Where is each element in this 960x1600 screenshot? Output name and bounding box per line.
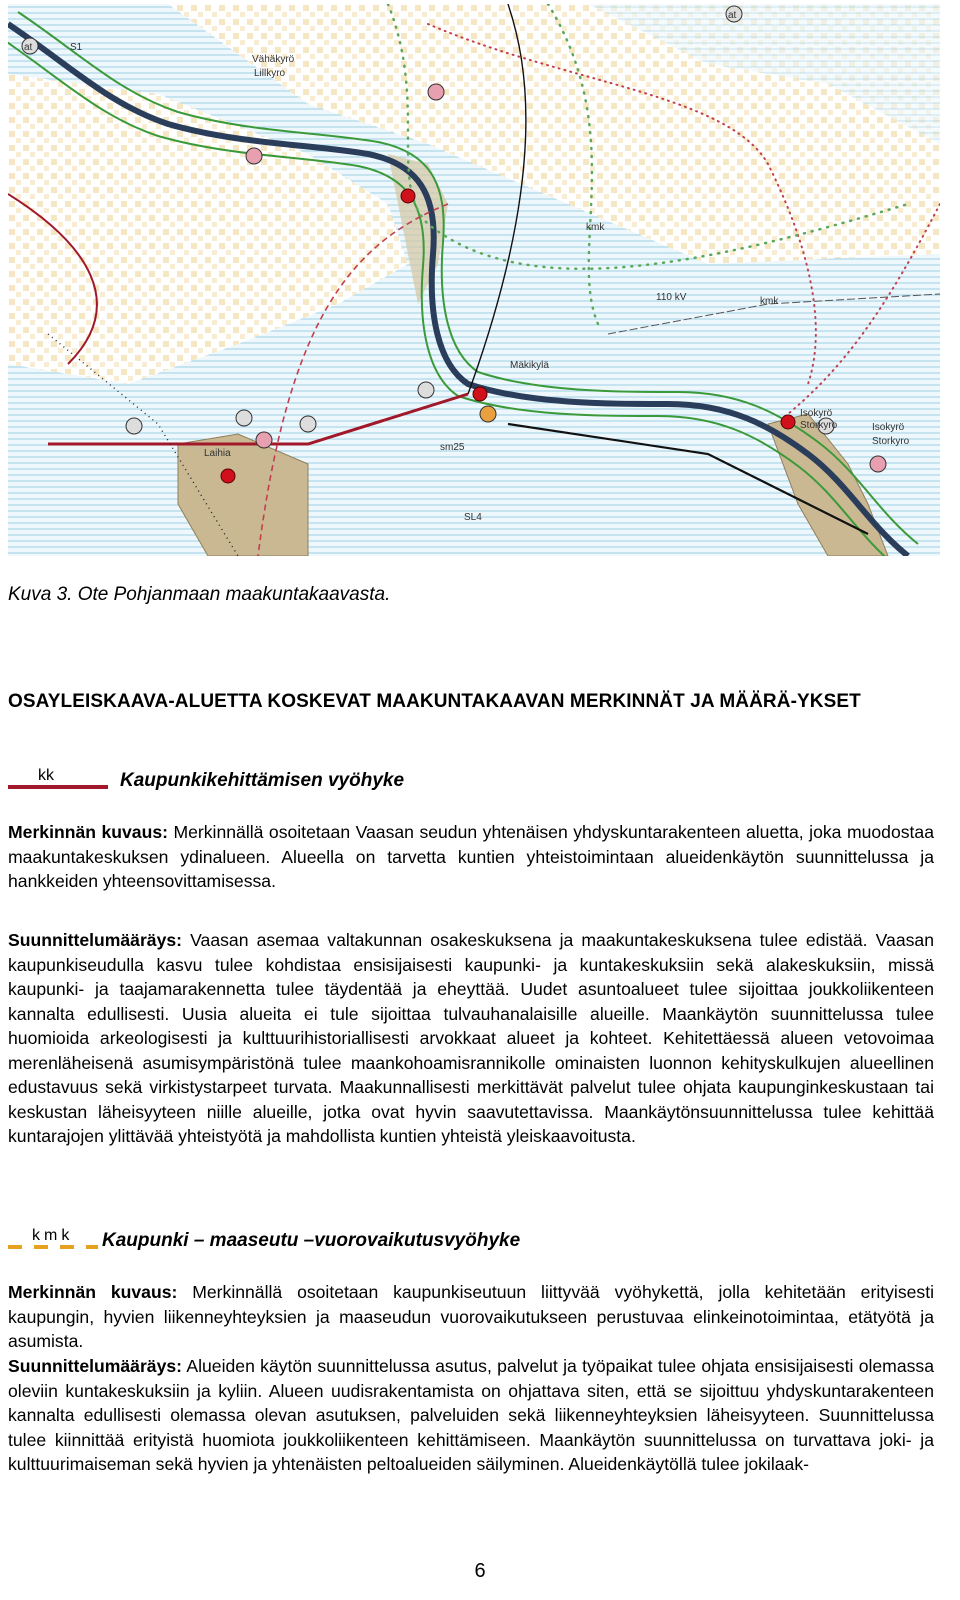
figure-caption: Kuva 3. Ote Pohjanmaan maakuntakaavasta. [8, 584, 391, 605]
legend-kmk [8, 1222, 520, 1252]
map-label: kmk [586, 222, 605, 233]
symbol-circle [256, 432, 272, 448]
legend-kk-title: Kaupunkikehittämisen vyöhyke [120, 770, 405, 791]
svg-text:kmk: kmk [32, 1227, 74, 1244]
map-label: at [728, 10, 737, 21]
legend-kmk-title: Kaupunki – maaseutu –vuorovaikutusvyöhyke [102, 1230, 521, 1251]
map-label: SL4 [464, 512, 482, 523]
section1-rule [8, 928, 934, 1149]
section-heading: OSAYLEISKAAVA-ALUETTA KOSKEVAT MAAKUNTAKAAVAN MERKINNÄT JA MÄÄRÄ-YKSET [8, 691, 861, 712]
symbol-circle [236, 410, 252, 426]
map-label: Lillkyro [254, 68, 286, 79]
rule-label: Suunnittelumääräys: [8, 930, 183, 950]
desc-text: Merkinnällä osoitetaan Vaasan seudun yhtenäisen yhdyskuntarakenteen aluetta, joka muodostaa maakuntakeskuksen ydinalueen. Alueella on tarvetta kuntien yhteistoimintaan alueidenkäytön suunnittelussa ja hankkeiden yhteensovittamisessa. [8, 822, 934, 891]
map-label: Isokyrö [872, 422, 905, 433]
map-label: 110 kV [656, 292, 687, 303]
map-label: Mäkikylä [510, 360, 549, 371]
kmk-legend-symbol [8, 1222, 100, 1252]
symbol-circle [300, 416, 316, 432]
map-image [8, 4, 940, 556]
map-label: Vähäkyrö [252, 54, 295, 65]
svg-text:kk: kk [38, 767, 54, 784]
symbol-circle [480, 406, 496, 422]
symbol-circle [246, 148, 262, 164]
symbol-circle [126, 418, 142, 434]
centre-marker-isokyro [781, 415, 795, 429]
map-label: Storkyro [872, 436, 910, 447]
map-label: Isokyrö [800, 408, 833, 419]
desc-label: Merkinnän kuvaus: [8, 822, 168, 842]
symbol-circle [428, 84, 444, 100]
regional-plan-map [8, 4, 940, 556]
map-label: Laihia [204, 448, 231, 459]
symbol-circle [418, 382, 434, 398]
desc-text: Merkinnällä osoitetaan kaupunkiseutuun liittyvää vyöhykettä, jolla kehitetään erityisesti kaupungin, hyvien liikenneyhteyksien ja maaseudun vuorovaikutukseen perustuvaa elinkeinotoimintaa, etätyötä ja asumista. [8, 1282, 934, 1351]
legend-kk [8, 762, 404, 792]
rule-text: Vaasan asemaa valtakunnan osakeskuksena ja maakuntakeskuksena tulee edistää. Vaasan kaupunkiseudulla kasvu tulee kohdistaa ensisijaisesti kaupunki- ja kuntakeskuksiin sekä alakeskuksiin, missä kaupunki- ja taajamarakennetta tulee täydentää ja eheyttää. Uudet asuntoalueet tulee sijoittaa joukkoliikenteen kannalta edullisesti. Uusia alueita ei tule sijoittaa tulvauhanalaisille alueille. Maankäytön suunnittelussa tulee huomioida arkeologisesti ja kulttuurihistoriallisesti arvokkaat alueet ja kohteet. Kehitettäessä alueen vetovoimaa merenläheisenä asumisympäristönä tulee maankohoamisrannikolle ominaisten luonnon kehityskulkujen alueellinen edustavuus sekä virkistystarpeet turvata. Maakunnallisesti merkittävät palvelut tulee ohjata kaupunginkeskustaan tai keskustan läheisyyteen niille alueille, jotka ovat hyvin saavutettavissa. Maankäytönsuunnittelussa tulee kehittää kuntarajojen ylittävää yhteistyötä ja mahdollista kuntien yhteistä yleiskaavoitusta. [8, 930, 934, 1146]
section2-rule [8, 1354, 934, 1477]
centre-marker-vahakyro [401, 189, 415, 203]
map-label: at [24, 42, 33, 53]
centre-marker-laihia [221, 469, 235, 483]
map-label: S1 [70, 42, 83, 53]
rule-label: Suunnittelumääräys: [8, 1356, 183, 1376]
section1-description [8, 820, 934, 894]
rule-text: Alueiden käytön suunnittelussa asutus, palvelut ja työpaikat tulee ohjata ensisijaisesti olemassa oleviin kuntakeskuksiin ja kyliin. Alueen uudisrakentamista on ohjattava siten, että se sijoittuu yhdyskuntarakenteen kannalta edullisesti olemassa olevan asutuksen, palveluiden sekä liikenneyhteyksien läheisyyteen. Suunnittelussa tulee kiinnittää erityistä huomiota joukkoliikenteen kehittämiseen. Maankäytön suunnittelussa on turvattava joki- ja kulttuurimaiseman sekä hyvien ja yhtenäisten peltoalueiden säilyminen. Alueidenkäytöllä tulee jokilaak- [8, 1356, 934, 1474]
map-label: kmk [760, 296, 779, 307]
page-number: 6 [474, 1560, 486, 1582]
map-label: Storkyro [800, 420, 838, 431]
section2-description [8, 1280, 934, 1354]
desc-label: Merkinnän kuvaus: [8, 1282, 178, 1302]
centre-marker-makikyla [473, 387, 487, 401]
map-label: sm25 [440, 442, 465, 453]
symbol-circle [870, 456, 886, 472]
kk-legend-symbol [8, 762, 112, 792]
